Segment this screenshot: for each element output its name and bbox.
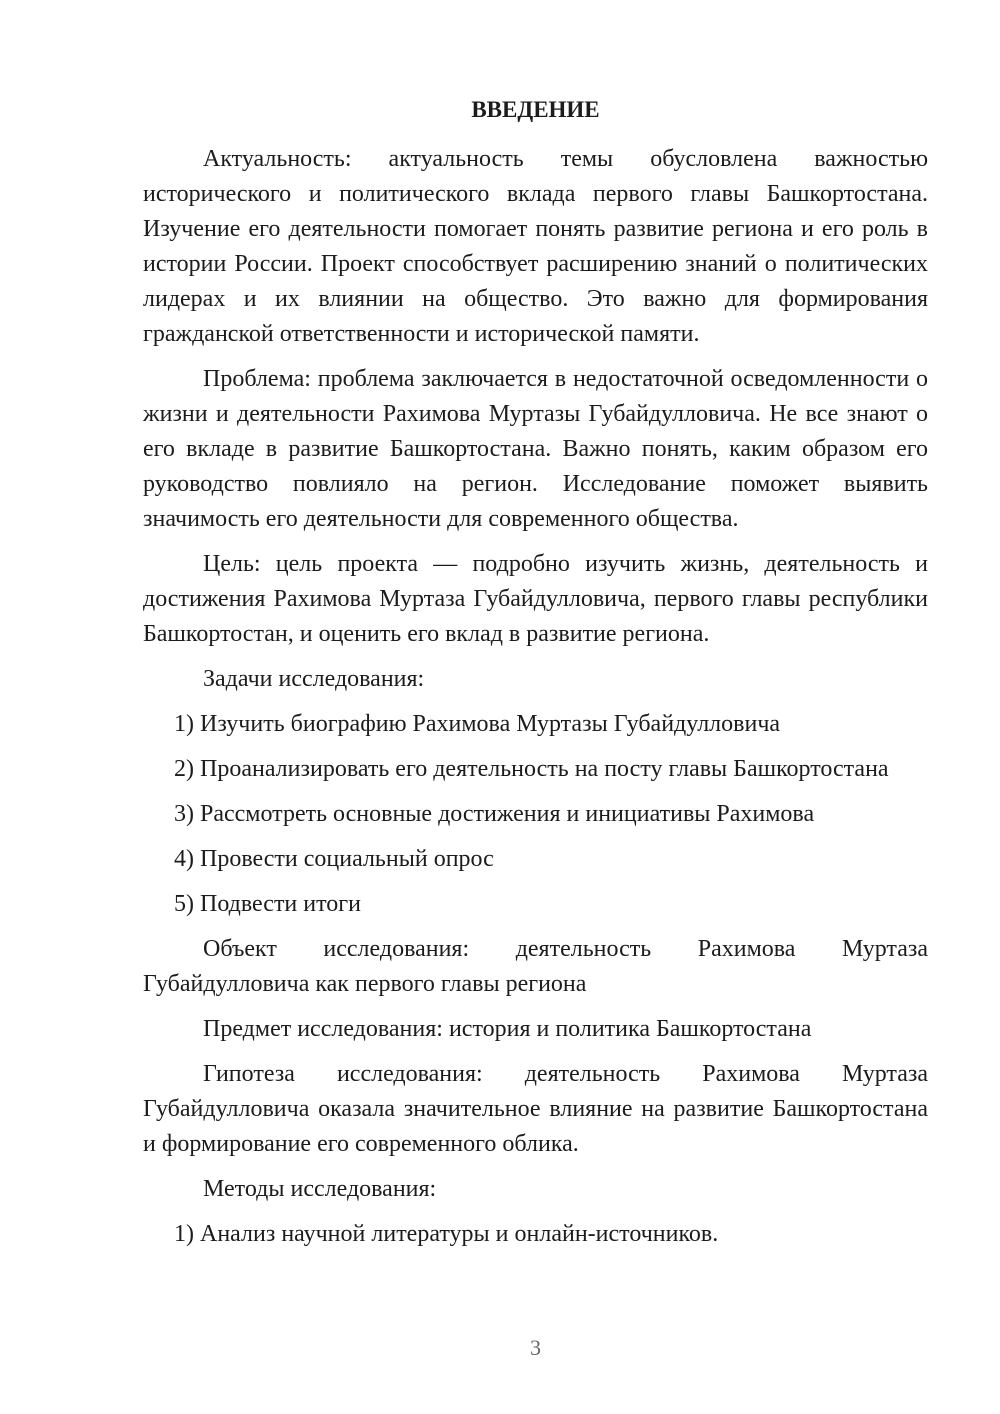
tasks-list — [143, 707, 928, 922]
problem-paragraph: Проблема: проблема заключается в недостаточной осведомленности о жизни и деятельности Рахимова Муртазы Губайдулловича. Не все знают о его вкладе в развитие Башкортостана. Важно понять, каким образом его руководство повлияло на регион. Исследование поможет выявить значимость его деятельности для современного общества. — [143, 366, 928, 532]
list-item: 4) Провести социальный опрос — [174, 846, 494, 872]
page-title: ВВЕДЕНИЕ — [471, 97, 600, 122]
hypothesis-paragraph: Гипотеза исследования: деятельность Рахимова Муртаза Губайдулловича оказала значительное влияние на развитие Башкортостана и формирование его современного облика. — [143, 1061, 928, 1157]
list-item: 1) Анализ научной литературы и онлайн-источников. — [174, 1221, 719, 1247]
list-item: 2) Проанализировать его деятельность на посту главы Башкортостана — [174, 756, 889, 782]
document-body — [143, 142, 928, 1262]
methods-heading: Методы исследования: — [203, 1176, 437, 1202]
list-item: 3) Рассмотреть основные достижения и инициативы Рахимова — [174, 801, 815, 827]
list-item: 5) Подвести итоги — [174, 891, 361, 917]
relevance-paragraph: Актуальность: актуальность темы обусловлена важностью исторического и политического вклада первого главы Башкортостана. Изучение его деятельности помогает понять развитие региона и его роль в истории России. Проект способствует расширению знаний о политических лидерах и их влиянии на общество. Это важно для формирования гражданской ответственности и исторической памяти. — [143, 146, 928, 347]
tasks-heading: Задачи исследования: — [203, 666, 425, 692]
object-paragraph: Объект исследования: деятельность Рахимова Муртаза Губайдулловича как первого главы региона — [143, 936, 928, 997]
list-item: 1) Изучить биографию Рахимова Муртазы Губайдулловича — [174, 711, 781, 737]
methods-list — [143, 1217, 928, 1252]
subject-paragraph: Предмет исследования: история и политика Башкортостана — [203, 1016, 812, 1042]
page-number: 3 — [530, 1335, 541, 1360]
goal-paragraph: Цель: цель проекта — подробно изучить жизнь, деятельность и достижения Рахимова Муртаза Губайдулловича, первого главы республики Башкортостан, и оценить его вклад в развитие региона. — [143, 551, 928, 647]
